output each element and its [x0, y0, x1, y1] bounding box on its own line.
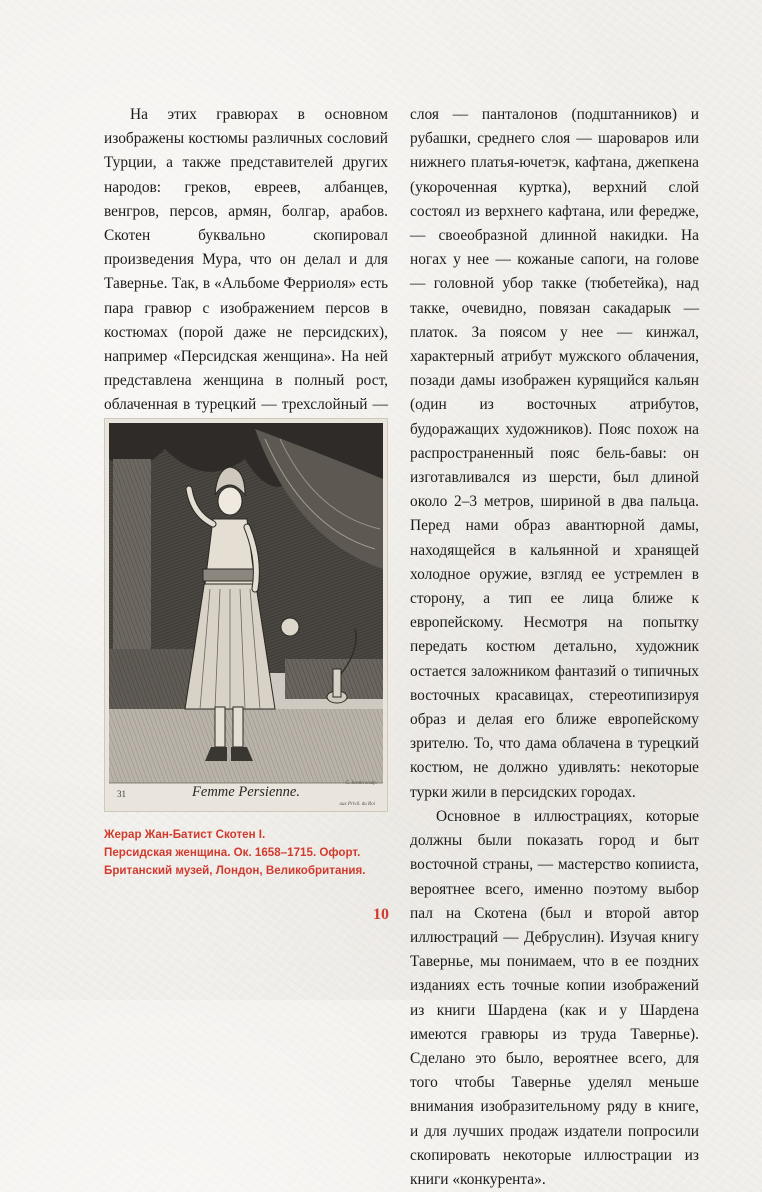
- right-paragraph-2: Основное в иллюстрациях, которые должны были показать город и быт восточной страны, — мастерство копииста, вероятнее всего, именно поэтому выбор пал на Скотена (был и второй автор иллюстраций — Дебруслин). Изучая книгу Тавернье, мы понимаем, что в ее поздних изданиях есть точные копии изображений из книги Шардена (как и у Шардена имеются гравюры из труда Тавернье). Сделано это было, вероятнее всего, для того чтобы Тавернье уделял меньше внимания изобразительному ряду в книге, и для лучших продаж издатели попросили скопировать некоторые иллюстрации из книги «конкурента».: [410, 807, 699, 1188]
- left-paragraph: На этих гравюрах в основном изображены костюмы различных сословий Турции, а также представителей других народов: греков, евреев, албанцев, венгров, персов, армян, болгар, арабов. Скотен буквально скопировал произведения Мура, что он делал и для Тавернье. Так, в «Альбоме Ферриоля» есть пара гравюр с изображением персов в костюмах (порой даже не персидских), например «Персидская женщина». На ней представлена женщина в полный рост, облаченная в турецкий — трехслойный —: [104, 106, 388, 414]
- engraving-image: [104, 418, 388, 812]
- caption-line-location: Британский музей, Лондон, Великобритания.: [104, 864, 366, 877]
- right-paragraph-1: слоя — панталонов (подштанников) и рубашки, среднего слоя — шароваров или нижнего платья-ючетэк, кафтана, джепкена (укороченная куртка), верхний слой состоял из верхнего кафтана, или фередже, — своеобразной длинной накидки. На ногах у нее — кожаные сапоги, на голове — головной убор такке (тюбетейка), над такке, очевидно, повязан сакадарык — платок. За поясом у нее — кинжал, характерный атрибут мужского облачения, позади дамы изображен курящийся кальян (один из восточных атрибутов, будоражащих художников). Пояс похож на распространенный пояс бель-бавы: он изготавливался из шерсти, был длиной около 2–3 метров, шириной в два пальца. Перед нами образ авантюрной дамы, находящейся в кальянной и хранящей холодное оружие, взгляд ее устремлен в сторону, а тип ее лица ближе к европейскому. Несмотря на попытку передать костюм детально, художник остается заложником фантазий о типичных восточных красавицах, стереотипизируя образ и делая его ближе европейскому зрителю. То, что дама облачена в турецкий костюм, не должно удивлять: некоторые турки жили в персидских городах.: [410, 106, 699, 801]
- engraving-title: Femme Persienne.: [192, 784, 300, 800]
- plate-number: 31: [117, 789, 126, 799]
- right-text-column: [410, 103, 699, 1192]
- page-number: 10: [373, 906, 389, 923]
- caption-line-title: Персидская женщина. Ок. 1658–1715. Офорт.: [104, 846, 361, 859]
- engraver-signature: G. Scotin sculp.: [345, 781, 377, 786]
- publisher-signature: aux Privil. du Roi: [339, 802, 375, 807]
- caption-line-author: Жерар Жан-Батист Скотен I.: [104, 828, 266, 841]
- figure-caption: [104, 826, 394, 880]
- engraving-illustration: [105, 419, 387, 811]
